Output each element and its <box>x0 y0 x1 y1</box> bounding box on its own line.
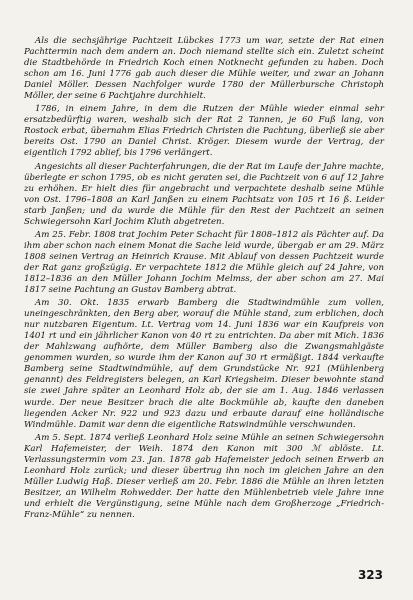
paragraph-6: Am 5. Sept. 1874 verließ Leonhard Holz seine Mühle an seinen Schwiegersohn Karl Hafemeister, der Weih. 1874 den Kanon mit 300 ℳ ablöste. Lt. Verlassungstermin vom 23. Jan. 1878 gab Hafemeister jedoch seinen Erwerb an Leonhard Holz zurück; und dieser übertrug ihn noch im gleichen Jahre an den Müller Ludwig Haß. Dieser verließ am 20. Febr. 1886 die Mühle an ihren letzten Besitzer, an Wilhelm Rohwedder. Der hatte den Mühlenbetrieb viele Jahre inne und erhielt die Vergünstigung, seine Mühle nach dem Großherzoge „Friedrich-Franz-Mühle“ zu nennen. <box>24 432 384 520</box>
page-text <box>24 36 384 523</box>
paragraph-4: Am 25. Febr. 1808 trat Jochim Peter Schacht für 1808–1812 als Pächter auf. Da ihm aber schon nach einem Monat die Sache leid wurde, übergab er am 29. März 1808 seinen Vertrag an Heinrich Krause. Mit Ablauf von dessen Pachtzeit wurde der Rat ganz großzügig. Er verpachtete 1812 die Mühle gleich auf 24 Jahre, von 1812–1836 an den Müller Johann Jochim Melmss, der aber schon am 27. Mai 1817 seine Pachtung an Gustav Bamberg abtrat. <box>24 229 384 296</box>
paragraph-5: Am 30. Okt. 1835 erwarb Bamberg die Stadtwindmühle zum vollen, uneingeschränkten, den Berg aber, worauf die Mühle stand, zum erblichen, doch nur nutzbaren Eigentum. Lt. Vertrag vom 14. Juni 1836 war ein Kaufpreis von 1401 rt und ein jährlicher Kanon von 40 rt zu entrichten. Da aber mit Mich. 1836 der Mahlzwang aufhörte, dem Müller Bamberg also die Zwangsmahlgäste genommen wurden, so wurde ihm der Kanon auf 30 rt ermäßigt. 1844 verkaufte Bamberg seine Stadtwindmühle, auf dem Grundstücke Nr. 921 (Mühlenberg genannt) des Feldregisters belegen, an Karl Kriegsheim. Dieser bewohnte stand sie zwei Jahre später an Leonhard Holz ab, der sie am 1. Aug. 1846 verlassen wurde. Der neue Besitzer brach die alte Bockmühle ab, kaufte den daneben liegenden Acker Nr. 922 und 923 dazu und erbaute darauf eine holländische Windmühle. Damit war denn die eigentliche Ratswindmühle verschwunden. <box>24 298 384 430</box>
paragraph-2: 1786, in einem Jahre, in dem die Rutzen der Mühle wieder einmal sehr ersatzbedürftig waren, weshalb sich der Rat 2 Tannen, je 60 Fuß lang, von Rostock erbat, übernahm Elias Friedrich Christen die Pachtung, überließ sie aber bereits Ost. 1790 an Daniel Christ. Kröger. Diesem wurde der Vertrag, der eigentlich 1792 ablief, bis 1796 verlängert. <box>24 104 384 159</box>
paragraph-1: Als die sechsjährige Pachtzeit Lübckes 1773 um war, setzte der Rat einen Pachttermin nach dem andern an. Doch niemand stellte sich ein. Zuletzt scheint die Stadtbehörde in Friedrich Koch einen Notknecht gefunden zu haben. Doch schon am 16. Juni 1776 gab auch dieser die Mühle weiter, und zwar an Johann Daniel Möller. Dessen Nachfolger wurde 1780 der Müllerbursche Christoph Möller, der seine 6 Pachtjahre durchhielt. <box>24 36 384 102</box>
page-number: 323 <box>357 568 383 582</box>
paragraph-3: Angesichts all dieser Pachterfahrungen, die der Rat im Laufe der Jahre machte, überlegte er schon 1795, ob es nicht geraten sei, die Pachtzeit von 6 auf 12 Jahre zu erhöhen. Er hielt dies für angebracht und verpachtete deshalb seine Mühle von Ost. 1796–1808 an Karl Janßen zu einem Pachtsatz von 105 rt 16 ß. Leider starb Janßen; und da wurde die Mühle für den Rest der Pachtzeit an seinen Schwiegersohn Karl Jochim Kluth abgetreten. <box>24 161 384 227</box>
